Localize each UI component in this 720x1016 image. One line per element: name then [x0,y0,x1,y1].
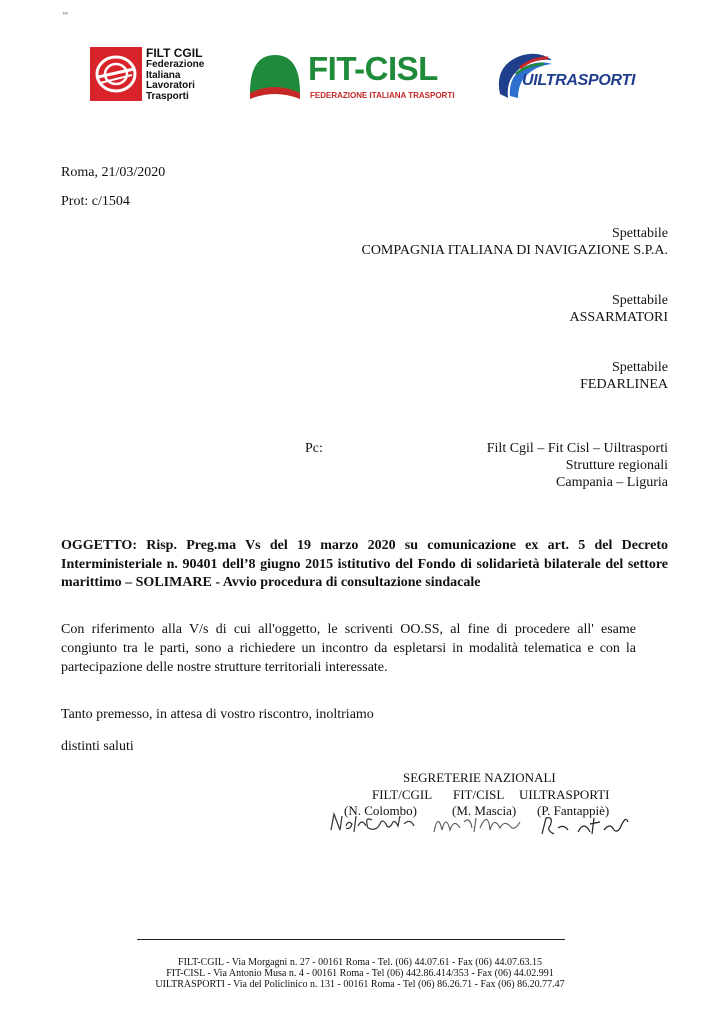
recipient-salutation: Spettabile [612,226,668,241]
cc-block [348,440,668,491]
subject: OGGETTO: Risp. Preg.ma Vs del 19 marzo 2020 su comunicazione ex art. 5 del Decreto Interministeriale n. 90401 dell’8 giugno 2015 istitutivo del Fondo di solidarietà bilaterale del settore marittimo – SOLIMARE - Avvio procedura di consultazione sindacale [61,538,668,590]
handwritten-signature-mascia [430,806,526,838]
body-paragraph: Con riferimento alla V/s di cui all'oggetto, le scriventi OO.SS, al fine di procedere all' esame congiunto tra le parti, sono a richiedere un incontro da espletarsi in modalità telematica e con la partecipazione delle nostre strutture territoriali interessate. [61,622,636,675]
filt-logo-name: FILT CGIL [146,46,203,60]
fit-cisl-logo-subtitle: FEDERAZIONE ITALIANA TRASPORTI [310,91,455,100]
filt-logo-line: Trasporti [146,90,189,102]
recipient-block [248,225,668,259]
footer-addresses [100,957,620,990]
signatory-name: (M. Mascia) [452,803,517,818]
filt-logo-line: Lavoratori [146,80,195,91]
uiltrasporti-logo-name: UILTRASPORTI [522,72,636,89]
footer-line: FIT-CISL - Via Antonio Musa n. 4 - 00161 Roma - Tel (06) 442.86.414/353 - Fax (06) 44.02.991 [166,968,554,979]
fit-cisl-emblem-icon [248,53,302,101]
recipient-block [248,359,668,393]
signature-org: UILTRASPORTI [519,787,610,802]
filt-logo-line: Federazione [146,59,205,70]
handwritten-signature-colombo [328,806,418,838]
page-mark: ™ [62,12,68,18]
fit-cisl-logo [248,50,455,103]
uiltrasporti-logo [494,50,654,104]
recipient-name: FEDARLINEA [580,377,668,392]
filt-cgil-logo [90,47,210,103]
signature-org: FILT/CGIL [372,787,433,802]
cc-line: Strutture regionali [565,458,668,473]
signatory-name: (P. Fantappiè) [537,803,610,818]
cc-line: Filt Cgil – Fit Cisl – Uiltrasporti [486,441,668,456]
cc-label: Pc: [305,441,323,456]
footer-divider [137,939,565,940]
handwritten-signature-fantappie [538,810,632,840]
fit-cisl-logo-name: FIT-CISL [308,50,438,87]
footer-line: FILT-CGIL - Via Morgagni n. 27 - 00161 Roma - Tel. (06) 44.07.61 - Fax (06) 44.07.63.15 [178,957,542,968]
filt-logo-line: Italiana [146,69,181,81]
footer-line: UILTRASPORTI - Via del Policlinico n. 131 - 00161 Roma - Tel (06) 86.26.71 - Fax (06) 86.20.77.47 [155,979,565,990]
recipient-name: ASSARMATORI [569,310,668,325]
signatory-name: (N. Colombo) [344,803,417,818]
protocol-number: Prot: c/1504 [61,194,130,209]
recipient-salutation: Spettabile [612,293,668,308]
cc-line: Campania – Liguria [556,475,668,490]
closing-line: Tanto premesso, in attesa di vostro riscontro, inoltriamo [61,707,374,722]
recipient-block [248,292,668,326]
signature-org: FIT/CISL [453,787,505,802]
signature-title: SEGRETERIE NAZIONALI [403,770,556,785]
filt-emblem-icon [90,47,142,101]
recipient-salutation: Spettabile [612,360,668,375]
place-date: Roma, 21/03/2020 [61,165,166,180]
closing-salutation: distinti saluti [61,739,134,754]
recipient-name: COMPAGNIA ITALIANA DI NAVIGAZIONE S.P.A. [361,243,668,258]
